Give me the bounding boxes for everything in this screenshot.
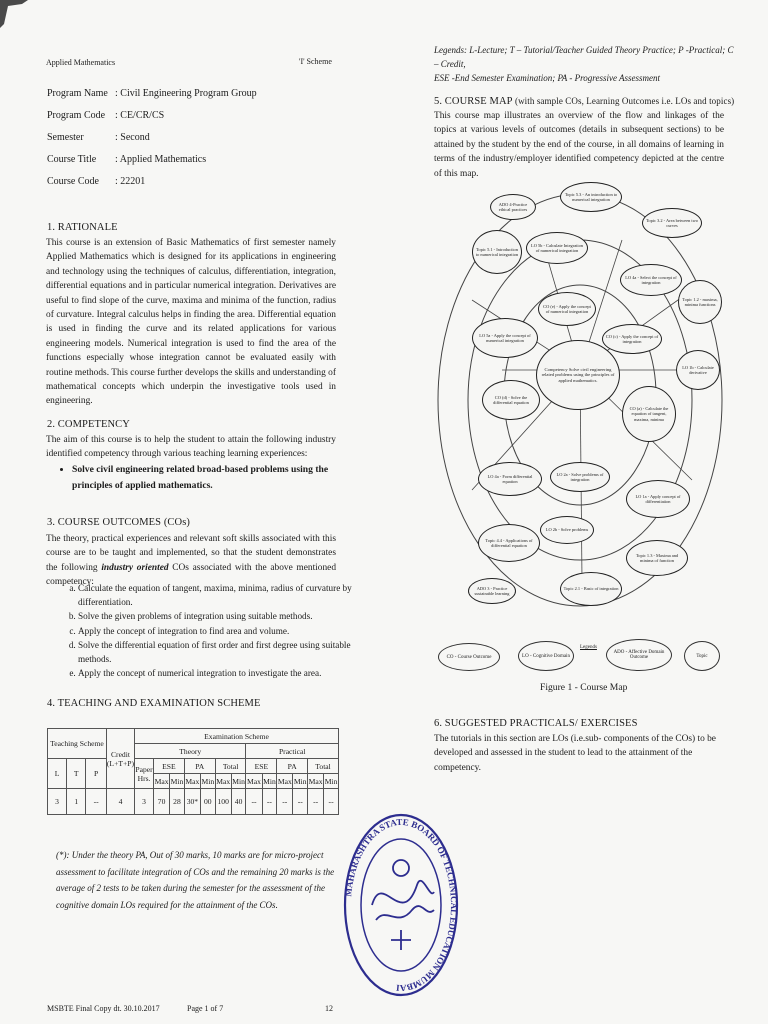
th-min: Min <box>262 774 277 789</box>
node-lo-2b: LO 2b - Solve problems <box>540 516 594 544</box>
assessment-note: (*): Under the theory PA, Out of 30 marks, 10 marks are for micro-project assessment to facilitate integration of COs and the remaining 20 marks is the average of 2 tests to be taken during the semester for the assessment of the cognitive domain LOs required for the attainment of the COs. <box>56 850 335 910</box>
cell-theory-ese-max: 70 <box>154 789 170 815</box>
cell-practical-total-min: -- <box>324 789 339 815</box>
node-lo-1a: LO 1a - Apply concept of differentiation <box>626 480 690 518</box>
th-t: T <box>67 759 86 789</box>
header-scheme: 'I' Scheme <box>299 57 332 66</box>
competency-center: Competency Solve civil engineering related problems using the principles of applied mathematics. <box>536 340 620 410</box>
legends-line-2: ESE -End Semester Examination; PA - Progressive Assessment <box>434 73 661 83</box>
competency-heading: 2. COMPETENCY <box>47 419 130 430</box>
node-topic-4-4: Topic 4.4 - Applications of differential equation <box>478 524 540 562</box>
th-max: Max <box>215 774 231 789</box>
course-map-heading <box>434 96 734 107</box>
footer-copy: MSBTE Final Copy dt. 30.10.2017 <box>47 1004 160 1013</box>
legend-title: Legends <box>580 645 597 650</box>
node-topic-5-1: Topic 5.1 - Introduction to numerical integration <box>472 230 522 274</box>
th-theory-ese: ESE <box>154 759 185 774</box>
node-topic-2-1: Topic 2.1 - Basic of integration <box>560 572 622 606</box>
competency-list <box>60 462 334 494</box>
info-value: : CE/CR/CS <box>115 109 165 121</box>
info-key: Course Code <box>47 175 99 187</box>
practicals-text: The tutorials in this section are LOs (i.e.sub- components of the COs) to be developed and assessed in the student to lead to the attainment of the competency. <box>434 734 716 773</box>
co-item: e. Apply the concept of numerical integration to investigate the area. <box>78 666 368 680</box>
program-info <box>47 82 387 192</box>
legends-line-1: Legends: L-Lecture; T – Tutorial/Teacher Guided Theory Practice; P -Practical; C – Credit, <box>434 45 734 69</box>
co-intro: The theory, practical experiences and relevant soft skills associated with this course are to be taught and implemented, so that the student demonstrates the following <box>46 534 336 573</box>
course-map-legend <box>438 637 728 677</box>
footer-number: 12 <box>325 1004 333 1013</box>
th-max: Max <box>246 774 262 789</box>
node-ado-3: ADO 3 - Practice sustainable learning <box>468 578 516 604</box>
rationale-heading: 1. RATIONALE <box>47 222 118 233</box>
cell-theory-ese-min: 28 <box>170 789 185 815</box>
node-co-c: CO (c) - Apply the concept of integration <box>602 324 662 354</box>
th-theory-pa: PA <box>184 759 215 774</box>
th-max: Max <box>308 774 324 789</box>
stamp-text: MAHARASHTRA STATE BOARD OF TECHNICAL EDUCATION MUMBAI <box>343 816 460 994</box>
th-examination-scheme: Examination Scheme <box>135 729 339 744</box>
cell-paper-hrs: 3 <box>135 789 154 815</box>
cell-theory-pa-max: 30* <box>184 789 200 815</box>
co-intro-emphasis: industry oriented <box>101 562 169 573</box>
th-theory: Theory <box>135 744 246 759</box>
info-key: Semester <box>47 131 84 143</box>
th-l: L <box>48 759 67 789</box>
co-item: a. Calculate the equation of tangent, maxima, minima, radius of curvature by differentiation. <box>78 581 368 609</box>
node-lo-4a-select: LO 4a - Select the concept of integration <box>620 264 682 296</box>
course-map-text: This course map illustrates an overview of the flow and linkages of the topics at various levels of outcomes (details in subsequent sections) to be attained by the student by the end of the course, in all domains of learning in terms of the industry/employer identified competency depicted at the centre of this map. <box>434 111 724 179</box>
th-theory-total: Total <box>215 759 246 774</box>
course-map-title-note: (with sample COs, Learning Outcomes i.e. LOs and topics) <box>514 96 735 106</box>
info-row-course-code <box>47 170 387 192</box>
info-row-program-name <box>47 82 387 104</box>
node-topic-1-2: Topic 1.2 - maxima, minima functions <box>678 280 722 324</box>
cell-practical-ese-min: -- <box>262 789 277 815</box>
th-min: Min <box>324 774 339 789</box>
th-max: Max <box>154 774 170 789</box>
cell-theory-total-max: 100 <box>215 789 231 815</box>
node-lo-5a: LO 5a - Apply the concept of numerical integration <box>472 318 538 358</box>
cell-t: 1 <box>67 789 86 815</box>
th-max: Max <box>277 774 293 789</box>
node-lo-2a: LO 2a - Solve problems of integration <box>550 462 610 492</box>
course-map-title: 5. COURSE MAP <box>434 96 513 107</box>
node-topic-1-3: Topic 1.3 - Maxima and minima of function <box>626 540 688 576</box>
co-item: c. Apply the concept of integration to find area and volume. <box>78 624 368 638</box>
footer-page: Page 1 of 7 <box>187 1004 224 1013</box>
th-p: P <box>86 759 107 789</box>
th-practical-total: Total <box>308 759 339 774</box>
course-map-diagram <box>432 180 728 620</box>
cell-credit: 4 <box>106 789 134 815</box>
competency-bullet: • Solve civil engineering related broad-based problems using the principles of applied mathematics. <box>72 462 334 494</box>
legend-co: CO - Course Outcome <box>438 643 500 671</box>
legend-topic: Topic <box>684 641 720 671</box>
cell-theory-pa-min: 00 <box>200 789 215 815</box>
th-practical-pa: PA <box>277 759 308 774</box>
node-topic-5-3: Topic 5.3 - An introduction to numerical integration <box>560 182 622 212</box>
rationale-text: This course is an extension of Basic Mathematics of first semester namely Applied Mathematics which is designed for its applications in engineering and technology using the techniques of calculus, differentiation, integration, differential equations and in particular numerical integration. Derivatives are useful to find slope of the curve, maxima and minima of the function, radius of curvature. Integral calculus helps in finding the area. Differential equation is used in finding the curve and its related applications for various engineering models. Numerical integration is used to find the area of the functions especially whose integration cannot be evaluated easily with routine methods. This course further develops the skills and understanding of mathematical concepts which underpin the investigative tools used in engineering. <box>46 238 336 407</box>
node-ado-ethical: ADO 4-Practice ethical practices <box>490 194 536 220</box>
node-lo-5b: LO 5b - Calculate Integration of numerical integration <box>526 232 588 264</box>
info-value: : Applied Mathematics <box>115 153 207 165</box>
node-co-a: CO (a) - Calculate the equation of tangent, maxima, minima <box>622 386 676 442</box>
node-lo-4a-form: LO 4a - Form differential equation <box>478 462 542 496</box>
cell-practical-pa-min: -- <box>293 789 308 815</box>
info-key: Program Name <box>47 87 108 99</box>
course-outcomes-list <box>60 581 368 680</box>
node-co-e: CO (e) - Apply the concept of numerical integration <box>538 292 596 326</box>
cell-l: 3 <box>48 789 67 815</box>
info-row-semester <box>47 126 387 148</box>
th-paper-hrs: Paper Hrs. <box>135 759 154 789</box>
th-practical-ese: ESE <box>246 759 277 774</box>
co-item: b. Solve the given problems of integration using suitable methods. <box>78 609 368 623</box>
cell-practical-pa-max: -- <box>277 789 293 815</box>
th-credit: Credit (L+T+P) <box>106 729 134 789</box>
header-subject: Applied Mathematics <box>46 58 116 67</box>
node-lo-1b: LO 1b - Calculate derivative <box>676 350 720 390</box>
th-teaching-scheme: Teaching Scheme <box>48 729 107 759</box>
info-key: Course Title <box>47 153 97 165</box>
info-value: : Second <box>115 131 150 143</box>
th-min: Min <box>170 774 185 789</box>
th-max: Max <box>184 774 200 789</box>
co-item: d. Solve the differential equation of first order and first degree using suitable methods. <box>78 638 368 666</box>
node-co-d: CO (d) - Solve the differential equation <box>482 380 540 420</box>
info-row-course-title <box>47 148 387 170</box>
th-practical: Practical <box>246 744 339 759</box>
course-outcomes-heading: 3. COURSE OUTCOMES (COs) <box>47 517 190 528</box>
legend-ado: ADO - Affective Domain Outcome <box>606 639 672 671</box>
cell-theory-total-min: 40 <box>231 789 246 815</box>
th-min: Min <box>200 774 215 789</box>
node-topic-3-2: Topic 3.2 - Area between two curves <box>642 208 702 238</box>
info-value: : Civil Engineering Program Group <box>115 87 257 99</box>
co-intro-end: COs associated with the above mentioned competency: <box>46 562 337 588</box>
th-min: Min <box>231 774 246 789</box>
legends-text <box>434 43 734 85</box>
board-stamp <box>342 810 460 1000</box>
figure-caption: Figure 1 - Course Map <box>540 682 628 693</box>
competency-text: The aim of this course is to help the student to attain the following industry identified competency through various teaching learning experiences: <box>46 435 336 460</box>
legend-lo: LO - Cognitive Domain <box>518 641 574 671</box>
info-value: : 22201 <box>115 175 146 187</box>
th-min: Min <box>293 774 308 789</box>
cell-practical-ese-max: -- <box>246 789 262 815</box>
info-key: Program Code <box>47 109 106 121</box>
scan-corner-mark <box>0 0 28 28</box>
info-row-program-code <box>47 104 387 126</box>
teaching-scheme-heading: 4. TEACHING AND EXAMINATION SCHEME <box>47 698 261 709</box>
teaching-scheme-table <box>47 728 339 815</box>
practicals-heading: 6. SUGGESTED PRACTICALS/ EXERCISES <box>434 718 638 729</box>
cell-practical-total-max: -- <box>308 789 324 815</box>
cell-p: -- <box>86 789 107 815</box>
